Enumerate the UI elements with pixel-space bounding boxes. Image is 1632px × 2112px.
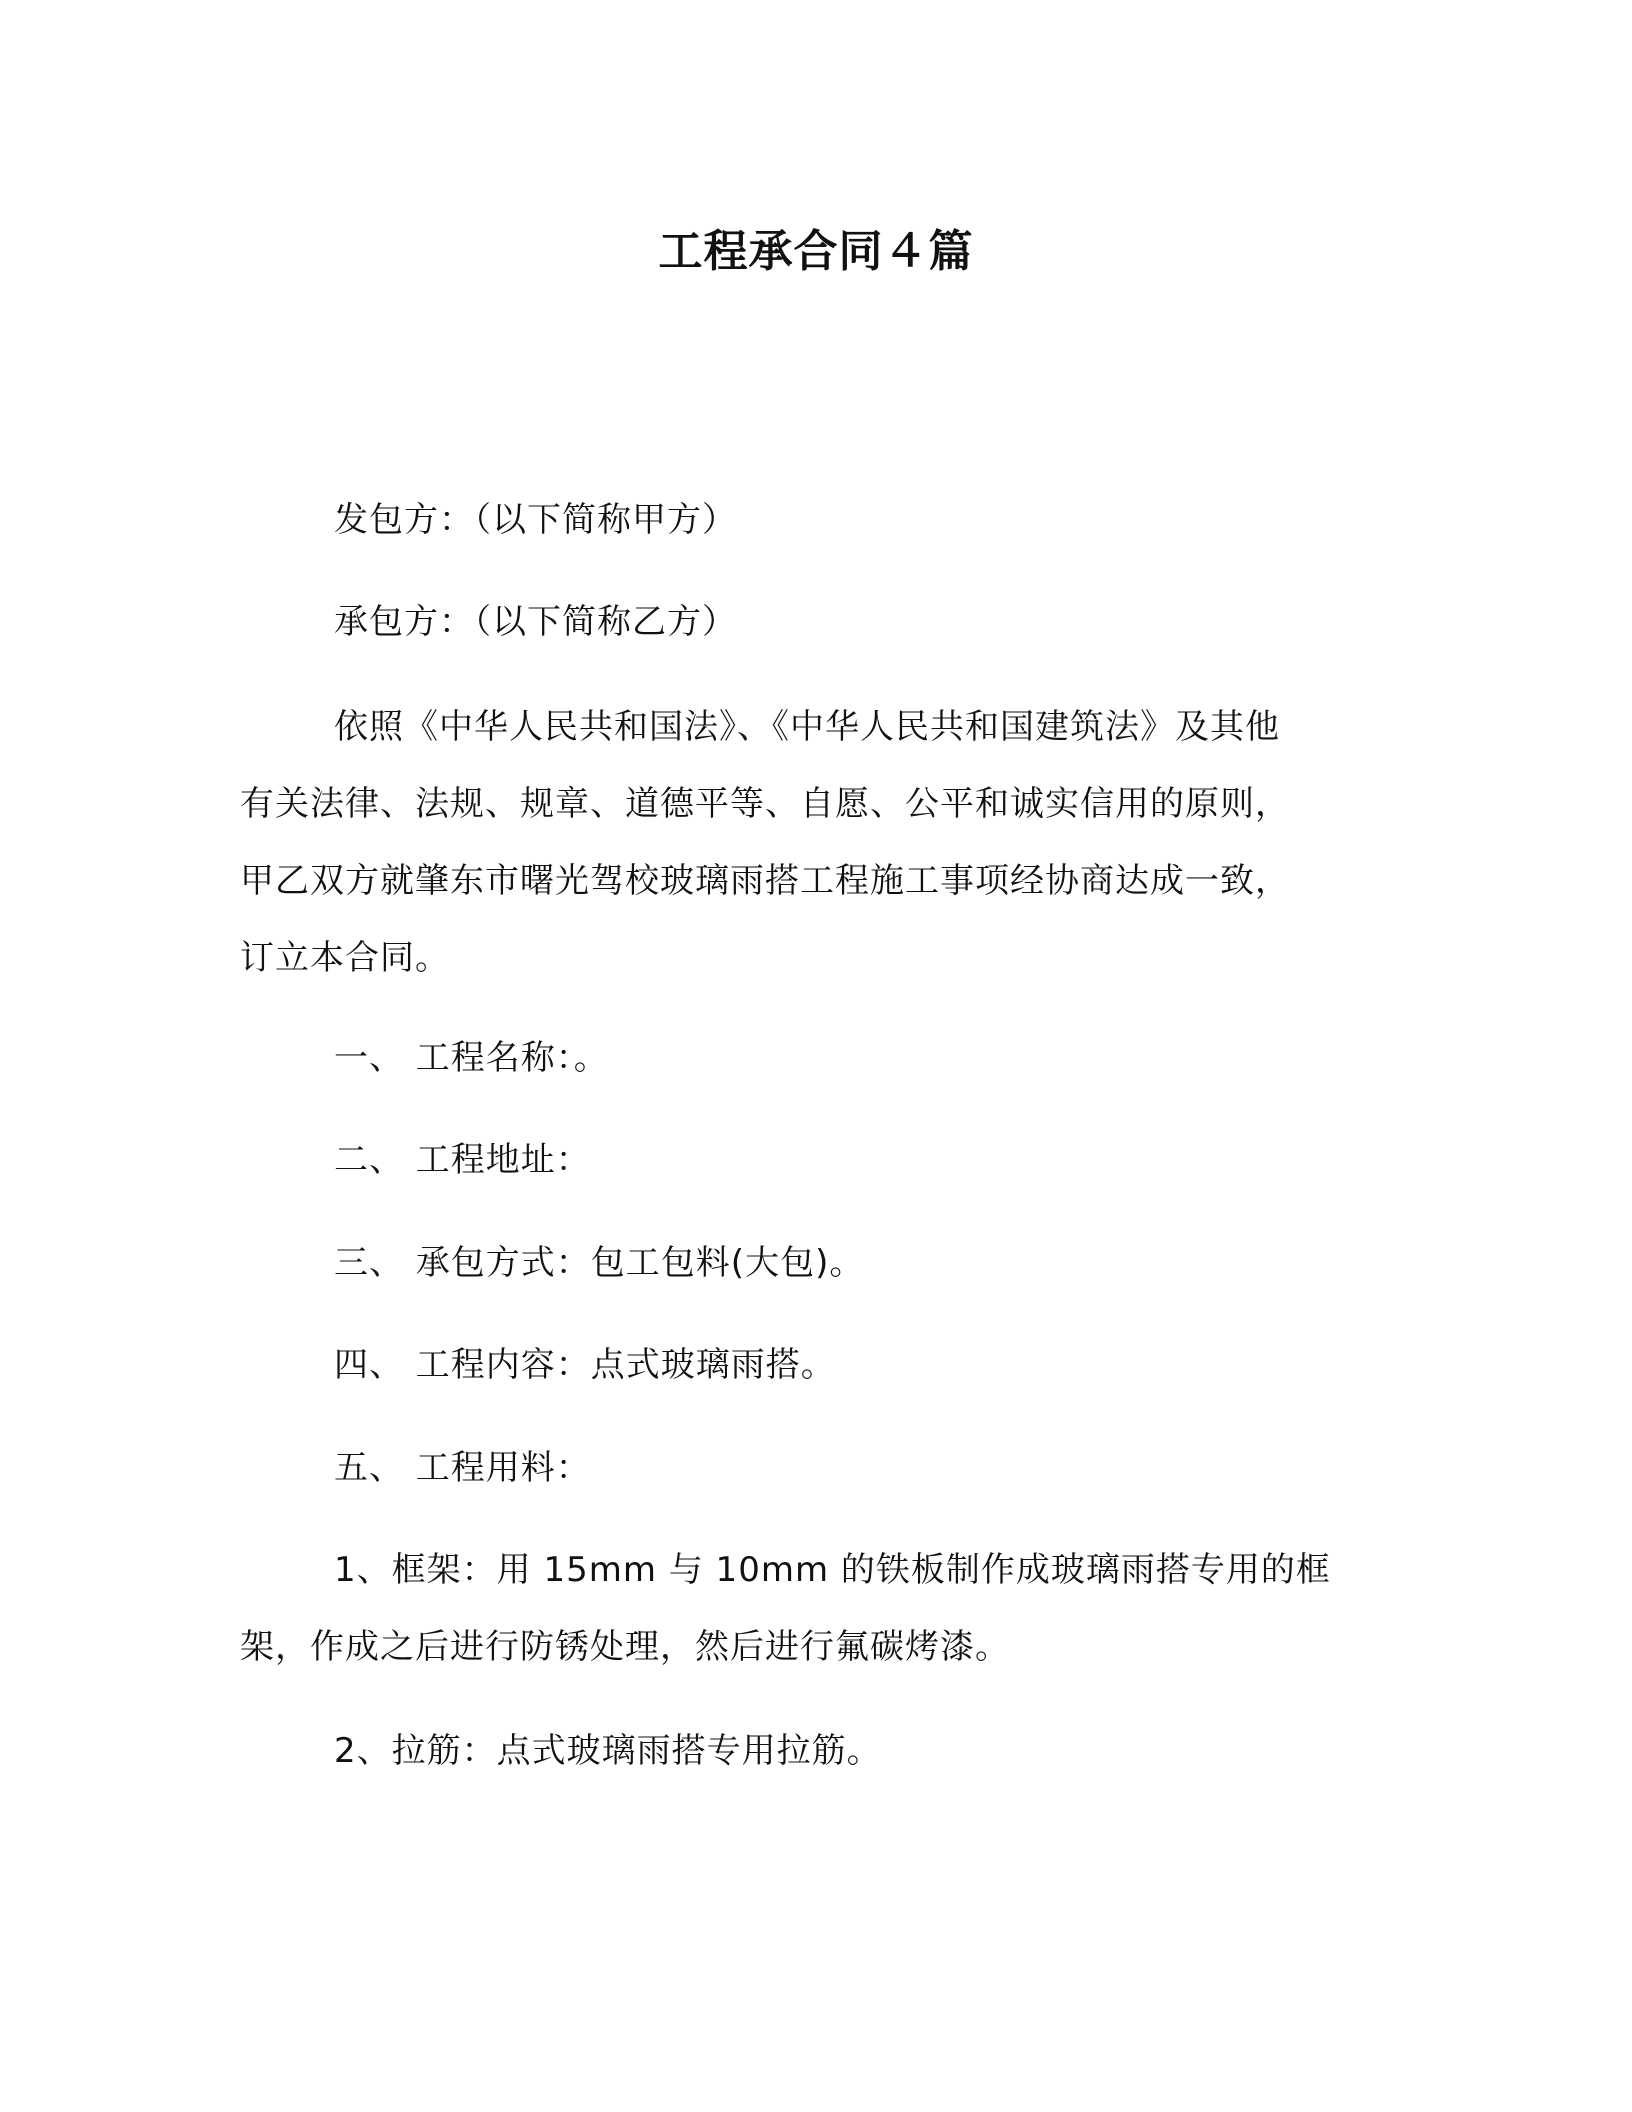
section-heading: 二、 工程地址： (334, 1140, 591, 1180)
material-line: 架，作成之后进行防锈处理，然后进行氟碳烤漆。 (240, 1627, 1010, 1667)
material-line: 2、拉筋：点式玻璃雨搭专用拉筋。 (334, 1731, 882, 1771)
preamble-line: 依照《中华人民共和国法》、《中华人民共和国建筑法》及其他 (334, 707, 1280, 747)
preamble-line: 有关法律、法规、规章、道德平等、自愿、公平和诚实信用的原则， (240, 784, 1290, 824)
document-title: 工程承合同４篇 (658, 226, 974, 277)
section-materials (240, 1430, 1400, 1507)
party-a-text: 发包方：（以下简称甲方） (334, 500, 737, 540)
section-project-name (240, 1020, 1400, 1097)
section-heading: 三、 承包方式：包工包料(大包)。 (334, 1243, 865, 1283)
section-heading: 一、 工程名称：。 (334, 1038, 609, 1078)
preamble-line: 订立本合同。 (240, 938, 450, 978)
section-project-content (240, 1327, 1400, 1404)
preamble-line: 甲乙双方就肇东市曙光驾校玻璃雨搭工程施工事项经协商达成一致， (240, 861, 1290, 901)
section-contract-method (240, 1225, 1400, 1302)
material-item-tie-rod (240, 1713, 1400, 1790)
material-item-frame (240, 1532, 1400, 1686)
section-heading: 五、 工程用料： (334, 1448, 591, 1488)
party-b-line (240, 584, 1400, 661)
party-a-line (240, 482, 1400, 559)
preamble-paragraph (240, 689, 1400, 997)
section-project-address (240, 1122, 1400, 1199)
section-heading: 四、 工程内容：点式玻璃雨搭。 (334, 1345, 836, 1385)
material-line: 1、框架：用 15mm 与 10mm 的铁板制作成玻璃雨搭专用的框 (334, 1550, 1331, 1590)
party-b-text: 承包方：（以下简称乙方） (334, 602, 737, 642)
